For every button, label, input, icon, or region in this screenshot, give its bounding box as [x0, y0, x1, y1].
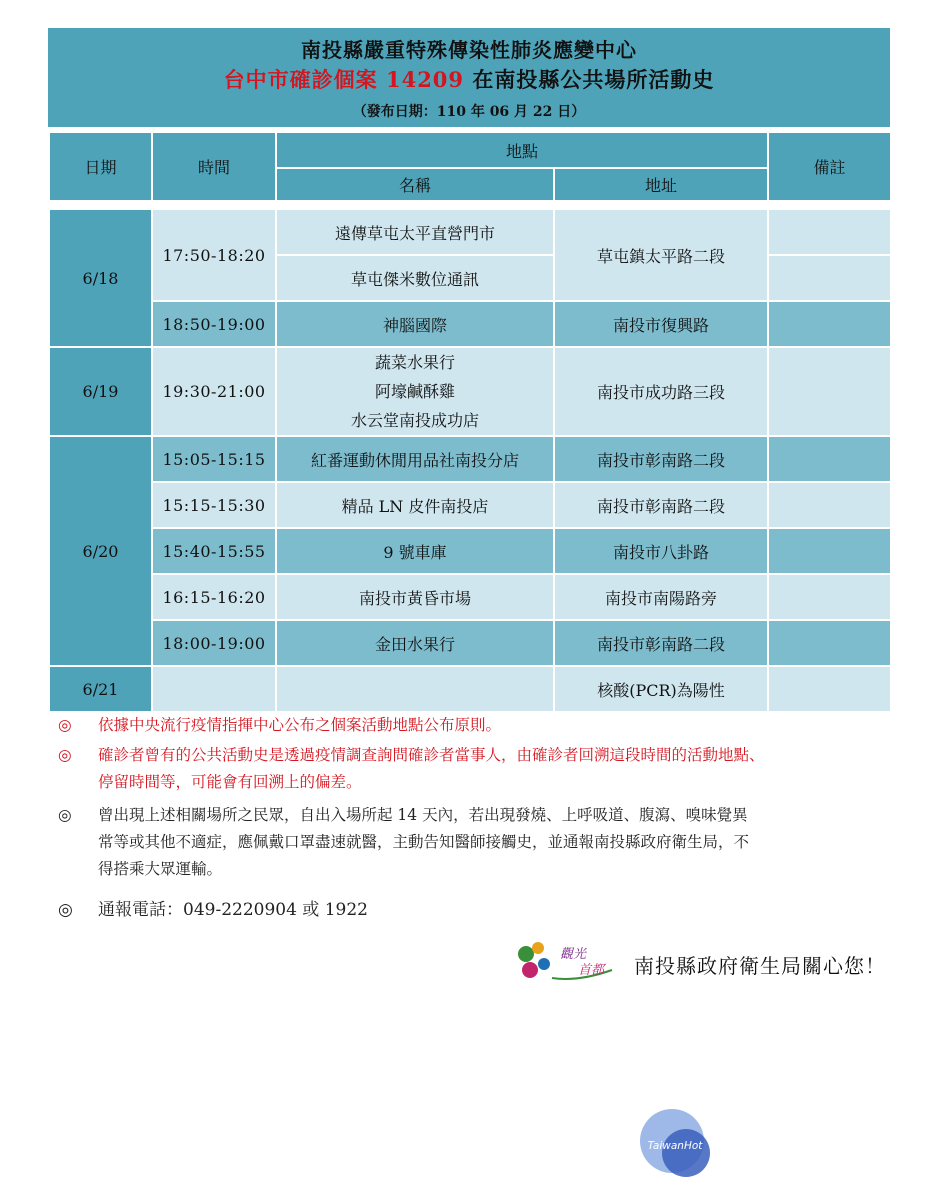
note-text: 得搭乘大眾運輸。: [98, 860, 223, 878]
footer-message: 南投縣政府衛生局關心您！: [634, 954, 886, 978]
bullet-icon: ◎: [58, 746, 72, 764]
place-name-cell: 神腦國際: [276, 301, 554, 347]
activity-table: [48, 131, 892, 713]
note-cell: [768, 255, 891, 301]
place-name-cell: 精品 LN 皮件南投店: [276, 482, 554, 528]
time-cell: 15:15-15:30: [152, 482, 276, 528]
watermark-text: TaiwanHot: [647, 1140, 703, 1152]
note-cell: [768, 666, 891, 712]
place-name-cell: 草屯傑米數位通訊: [276, 255, 554, 301]
header-date: 日期: [49, 132, 152, 201]
address-cell: 南投市八卦路: [554, 528, 768, 574]
note-cell: [768, 528, 891, 574]
notes-section: [58, 712, 908, 927]
header-name: 名稱: [276, 168, 554, 201]
header-time: 時間: [152, 132, 276, 201]
address-cell: 南投市復興路: [554, 301, 768, 347]
place-name-line: 蔬菜水果行: [374, 353, 455, 372]
place-name-cell: [276, 666, 554, 712]
bullet-icon: ◎: [58, 900, 73, 920]
note-text: 常等或其他不適症，應佩戴口罩盡速就醫，主動告知醫師接觸史，並通報南投縣政府衛生局，不: [98, 833, 750, 851]
place-name-cell: 南投市黃昏市場: [276, 574, 554, 620]
note-cell: [768, 482, 891, 528]
date-cell: 6/19: [49, 347, 152, 436]
table-spacer: [49, 201, 891, 209]
note-item: [58, 802, 908, 883]
note-item: [58, 742, 908, 796]
note-text: 確診者曾有的公共活動史是透過疫情調查詢問確診者當事人，由確診者回溯這段時間的活動地點、: [98, 746, 765, 764]
bullet-icon: ◎: [58, 806, 72, 824]
logo-text-1: 觀光: [560, 947, 587, 962]
place-name-line: 水云堂南投成功店: [350, 411, 479, 430]
header-place: 地點: [276, 132, 768, 168]
time-cell: 17:50-18:20: [152, 209, 276, 301]
activity-title: 在南投縣公共場所活動史: [464, 67, 715, 92]
note-cell: [768, 620, 891, 666]
note-item: [58, 897, 908, 924]
time-cell: 18:00-19:00: [152, 620, 276, 666]
address-cell: 南投市南陽路旁: [554, 574, 768, 620]
date-cell: 6/18: [49, 209, 152, 347]
header-note: 備註: [768, 132, 891, 201]
note-cell: [768, 574, 891, 620]
time-cell: 19:30-21:00: [152, 347, 276, 436]
note-text: 曾出現上述相關場所之民眾，自出入場所起 14 天內，若出現發燒、上呼吸道、腹瀉、嗅味覺異: [98, 806, 748, 824]
note-text: 停留時間等，可能會有回溯上的偏差。: [98, 773, 362, 791]
place-name-line: 阿壕鹹酥雞: [374, 382, 455, 401]
time-cell: 15:40-15:55: [152, 528, 276, 574]
note-item: [58, 712, 908, 739]
note-text: 依據中央流行疫情指揮中心公布之個案活動地點公布原則。: [98, 716, 502, 734]
note-cell: [768, 209, 891, 255]
place-name-cell: 遠傳草屯太平直營門市: [276, 209, 554, 255]
tourism-logo: [516, 940, 620, 986]
note-cell: [768, 301, 891, 347]
time-cell: 18:50-19:00: [152, 301, 276, 347]
note-cell: [768, 347, 891, 436]
address-cell: 南投市彰南路二段: [554, 620, 768, 666]
taiwanhot-watermark-logo: [638, 1107, 712, 1181]
footer: [516, 940, 896, 986]
case-number-title: 台中市確診個案 14209: [223, 67, 465, 92]
date-cell: 6/21: [49, 666, 152, 712]
date-cell: 6/20: [49, 436, 152, 666]
time-cell: 15:05-15:15: [152, 436, 276, 482]
place-name-cell: 金田水果行: [276, 620, 554, 666]
org-title: 南投縣嚴重特殊傳染性肺炎應變中心: [301, 38, 637, 62]
logo-text-2: 首都: [578, 963, 605, 978]
release-date: （發布日期：110 年 06 月 22 日）: [352, 104, 586, 120]
time-cell: [152, 666, 276, 712]
bullet-icon: ◎: [58, 716, 72, 734]
address-cell: 南投市彰南路二段: [554, 482, 768, 528]
address-cell: 南投市彰南路二段: [554, 436, 768, 482]
report-phone: 通報電話：049-2220904 或 1922: [98, 900, 368, 920]
address-cell: 核酸(PCR)為陽性: [554, 666, 768, 712]
document-header: [48, 28, 890, 127]
time-cell: 16:15-16:20: [152, 574, 276, 620]
address-cell: 草屯鎮太平路二段: [554, 209, 768, 301]
place-name-cell: [276, 347, 554, 436]
place-name-cell: 9 號車庫: [276, 528, 554, 574]
place-name-cell: 紅番運動休閒用品社南投分店: [276, 436, 554, 482]
address-cell: 南投市成功路三段: [554, 347, 768, 436]
main-title: [48, 64, 890, 94]
header-address: 地址: [554, 168, 768, 201]
note-cell: [768, 436, 891, 482]
